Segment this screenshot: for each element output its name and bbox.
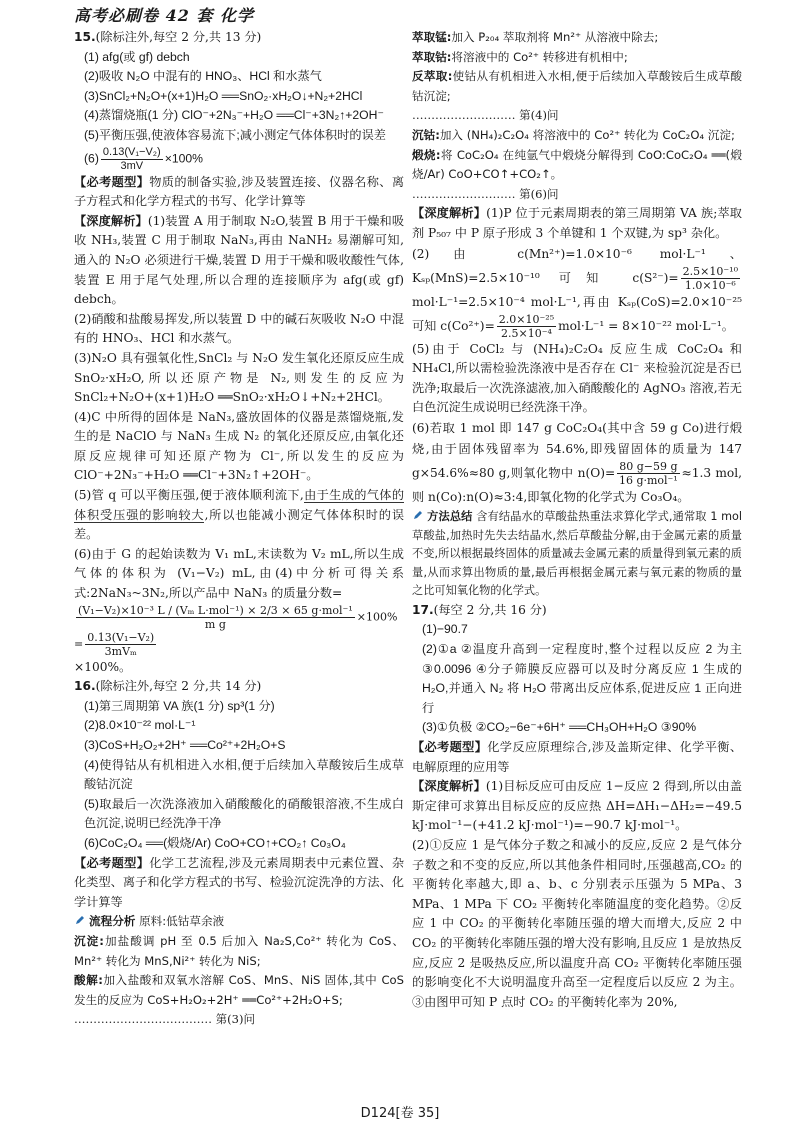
q16-type: 【必考题型】化学工艺流程,涉及元素周期表中元素位置、杂化类型、离子和化学方程式的书写、检验沉淀洗净的方法、化学计算等 — [74, 855, 405, 909]
r-analysis-2: (2)由 c(Mn²⁺)=1.0×10⁻⁶ mol·L⁻¹、Kₛₚ(MnS)=2.5×10⁻¹⁰ 可知 c(S²⁻)= $\frac{\text{2.5×10⁻¹⁰}}{\text{1.0×10⁻⁶}}$ mol·L⁻¹=2.5×10⁻⁴ mol·L⁻¹,再由 Kₛₚ(CoS)=2.0×10⁻²⁵ 可知 c(Co²⁺)= $\frac{\text{2.0×10⁻²⁵}}{\text{2.5×10⁻⁴}}$ mol·L⁻¹ = 8×10⁻²² mol·L⁻¹。 — [412, 246, 742, 340]
q17-number: 17. — [412, 602, 434, 617]
q16-answer-2: (2)8.0×10⁻²² mol·L⁻¹ — [84, 718, 196, 733]
q16-answer-1: (1)第三周期第 VA 族(1 分) sp³(1 分) — [84, 698, 275, 713]
q17-answer-3: (3)①负极 ②CO₂−6e⁻+6H⁺ ══CH₃OH+H₂O ③90% — [422, 720, 697, 735]
q16-flow-2: 酸解:加入盐酸和双氧水溶解 CoS、MnS、NiS 固体,其中 CoS 发生的反应为 CoS+H₂O₂+2H⁺ ══Co²⁺+2H₂O+S; — [74, 973, 404, 1007]
q16-answer-4: (4)使得钴从有机相进入水相,便于后续加入草酸铵后生成草酸钴沉淀 — [84, 757, 404, 792]
r-extract-co: 萃取钴:将溶液中的 Co²⁺ 转移进有机相中; — [412, 49, 628, 64]
q16-number: 16. — [74, 679, 96, 694]
q15-analysis-1: 【深度解析】(1)装置 A 用于制取 N₂O,装置 B 用于干燥和吸收 NH₃,装置 C 用于制取 NaN₃,再由 NaNH₂ 易潮解可知,通入的 N₂O 必须进行干燥,装置 D 用于干燥和吸收酸性气体,装置 E 用于尾气处理,所以合理的连接顺序为 afg(或 gf) debch。 — [74, 213, 405, 307]
q15-header — [74, 28, 404, 48]
q17-score: (每空 2 分,共 16 分) — [433, 602, 547, 617]
q17-analysis-1: 【深度解析】(1)目标反应可由反应 1−反应 2 得到,所以由盖斯定律可求算出目标反应的反应热 ΔH=ΔH₁−ΔH₂=−49.5 kJ·mol⁻¹−(+41.2 kJ·mol⁻¹)=−90.7 kJ·mol⁻¹。 — [412, 779, 743, 833]
q16-mark-3: ……………………………… 第(3)问 — [74, 1012, 255, 1027]
q15-answer-4: (4)蒸馏烧瓶(1 分) ClO⁻+2N₃⁻+H₂O ══Cl⁻+3N₂↑+2OH⁻ — [84, 108, 384, 123]
q15-answer-1: (1) afg(或 gf) debch — [84, 49, 190, 64]
q15-answer-6: (6) $\frac{\text{0.13(V₁−V₂)}}{3mV}$ ×100% — [84, 145, 204, 172]
r-calcine: 煅烧:将 CoC₂O₄ 在纯氩气中煅烧分解得到 CoO:CoC₂O₄ ══(煅烧/Ar) CoO+CO↑+CO₂↑。 — [412, 147, 743, 182]
r-analysis-1: 【深度解析】(1)P 位于元素周期表的第三周期第 VA 族;萃取剂 P₅₀₇ 中 P 原子形成 3 个单键和 1 个双键,为 sp³ 杂化。 — [412, 206, 742, 240]
q15-answer-3: (3)SnCl₂+N₂O+(x+1)H₂O ══SnO₂·xH₂O↓+N₂+2HCl — [84, 88, 363, 103]
page-footer: D124[卷 35] — [360, 1106, 440, 1121]
r-method-summary: 方法总结 含有结晶水的草酸盐热重法求算化学式,通常取 1 mol 草酸盐,加热时先失去结晶水,然后草酸盐分解,由于金属元素的质量不变,所以根据最终固体的质量减去金属元素的质量得到氧元素的质量,从而求算出物质的量,最后再根据金属元素与氧元素的物质的量之比可知氧化物的化学式。 — [412, 509, 743, 598]
q16-header — [74, 677, 404, 697]
left-column — [74, 28, 404, 1030]
q16-flow-1: 沉淀:加盐酸调 pH 至 0.5 后加入 Na₂S,Co²⁺ 转化为 CoS、Mn²⁺ 转化为 MnS,Ni²⁺ 转化为 NiS; — [74, 933, 404, 968]
q17-answer-2: (2)①a ②温度升高到一定程度时,整个过程以反应 2 为主 ③0.0096 ④分子筛膜反应器可以及时分离反应 1 生成的 H₂O,并通入 N₂ 将 H₂O 带离出反应体系,促进反应 1 正向进行 — [422, 642, 742, 715]
page-header-title: 高考必刷卷 42 套 化学 — [74, 6, 254, 25]
q15-a6-fraction: $\frac{\text{0.13(V₁−V₂)}}{3mV}$ — [102, 145, 161, 172]
r-extract-mn: 萃取锰:加入 P₂₀₄ 萃取剂将 Mn²⁺ 从溶液中除去; — [412, 30, 659, 44]
q16-answer-6: (6)CoC₂O₄ ══(煅烧/Ar) CoO+CO↑+CO₂↑ Co₃O₄ — [84, 835, 346, 850]
right-column — [412, 28, 742, 1012]
q15-analysis-5: (5)管 q 可以平衡压强,便于液体顺利流下,由于生成的气体的体积受压强的影响较大,所以也能减小测定气体体积时的误差。 — [74, 488, 405, 542]
q15-formula: $\frac{\text{(V₁−V₂)×10⁻³ L / (Vₘ L·mol⁻¹) × 2/3 × 65 g·mol⁻¹}}{\text{m g}}$ ×100% = $\frac{\text{0.13(V₁−V₂)}}{\text{3mVₘ}}$ — [74, 603, 398, 658]
q15-answer-2: (2)吸收 N₂O 中混有的 HNO₃、HCl 和水蒸气 — [84, 69, 322, 84]
q17-type: 【必考题型】化学反应原理综合,涉及盖斯定律、化学平衡、电解原理的应用等 — [412, 740, 743, 774]
q15-analysis-3: (3)N₂O 具有强氧化性,SnCl₂ 与 N₂O 发生氧化还原反应生成 SnO₂·xH₂O,所以还原产物是 N₂,则发生的反应为 SnCl₂+N₂O+(x+1)H₂O ══SnO₂·xH₂O↓+N₂+2HCl。 — [74, 350, 404, 405]
r-mark-4: ……………………… 第(4)问 — [412, 108, 559, 123]
q17-header — [412, 601, 742, 621]
q15-analysis-2: (2)硝酸和盐酸易挥发,所以装置 D 中的碱石灰吸收 N₂O 中混有的 HNO₃、HCl 和水蒸气。 — [74, 311, 404, 346]
pencil-icon — [74, 914, 86, 926]
q15-answer-5: (5)平衡压强,使液体容易流下;减小测定气体体积时的误差 — [84, 127, 386, 142]
r-mark-6: ……………………… 第(6)问 — [412, 186, 559, 201]
q17-analysis-2: (2)①反应 1 是气体分子数之和减小的反应,反应 2 是气体分子数之和不变的反应,所以其他条件相同时,压强越高,CO₂ 的平衡转化率越大,即 a、b、c 分别表示压强为 5 MPa、3 MPa、1 MPa 下 CO₂ 平衡转化率随温度的变化趋势。②反应 1 中 CO₂ 的平衡转化率随压强的增大而增大,反应 2 中 CO₂ 的平衡转化率随压强的增大没有影响,且反应 1 是放热反应,反应 2 是吸热反应,所以温度升高 CO₂ 平衡转化率随压强的影响变化不大说明温度升高至一定程度后以反应 2 为主。③由图甲可知 P 点时 CO₂ 的平衡转化率为 20%, — [412, 838, 742, 1009]
r-analysis-5: (5)由于 CoCl₂ 与 (NH₄)₂C₂O₄ 反应生成 CoC₂O₄ 和 NH₄Cl,所以需检验洗涤液中是否存在 Cl⁻ 来检验沉淀是否已洗净;取最后一次洗涤滤液,加入硝酸酸化的 AgNO₃ 溶液,若无白色沉淀生成说明已经洗涤干净。 — [412, 341, 742, 415]
q15-type: 【必考题型】物质的制备实验,涉及装置连接、仪器名称、离子方程式和化学方程式的书写、化学计算等 — [74, 174, 405, 209]
q16-score: (除标注外,每空 2 分,共 14 分) — [95, 679, 262, 694]
r-precip-co: 沉钴:加入 (NH₄)₂C₂O₄ 将溶液中的 Co²⁺ 转化为 CoC₂O₄ 沉淀; — [412, 127, 735, 142]
q16-answer-5: (5)取最后一次洗涤液加入硝酸酸化的硝酸银溶液,不生成白色沉淀,说明已经洗净干净 — [84, 796, 404, 831]
q15-analysis-6: (6)由于 G 的起始读数为 V₁ mL,末读数为 V₂ mL,所以生成气体的体积为 (V₁−V₂) mL,由(4)中分析可得关系式:2NaN₃~3N₂,所以产品中 NaN₃ 的质量分数= — [74, 546, 404, 601]
q15-score: (除标注外,每空 2 分,共 13 分) — [95, 30, 262, 44]
pencil-icon — [412, 509, 424, 521]
r-analysis-6: (6)若取 1 mol 即 147 g CoC₂O₄(其中含 59 g Co)进行煅烧,由于固体残留率为 54.6%,即残留固体的质量为 147 g×54.6%≈80 g,则氧化物中 n(O)= $\frac{80 g-59 g}{\text{16 g·mol⁻¹}}$ ≈1.3 mol,则 n(Co):n(O)≈3:4,即氧化物的化学式为 Co₃O₄。 — [412, 420, 743, 504]
q16-flow-title: 流程分析 原料:低钴草余液 — [74, 912, 404, 932]
q15-analysis-4: (4)C 中所得的固体是 NaN₃,盛放固体的仪器是蒸馏烧瓶,发生的是 NaClO 与 NaN₃ 生成 N₂ 的氧化还原反应,由氧化还原反应规律可知还原产物为 Cl⁻,所以发生的反应为 ClO⁻+2N₃⁻+H₂O ══Cl⁻+3N₂↑+2OH⁻。 — [74, 409, 404, 483]
q15-number: 15. — [74, 30, 96, 44]
q15-formula-end: ×100%。 — [74, 659, 132, 674]
q17-answer-1: (1)−90.7 — [422, 622, 468, 637]
q16-answer-3: (3)CoS+H₂O₂+2H⁺ ══Co²⁺+2H₂O+S — [84, 738, 286, 752]
r-back-extract: 反萃取:使钴从有机相进入水相,便于后续加入草酸铵后生成草酸钴沉淀; — [412, 69, 742, 103]
